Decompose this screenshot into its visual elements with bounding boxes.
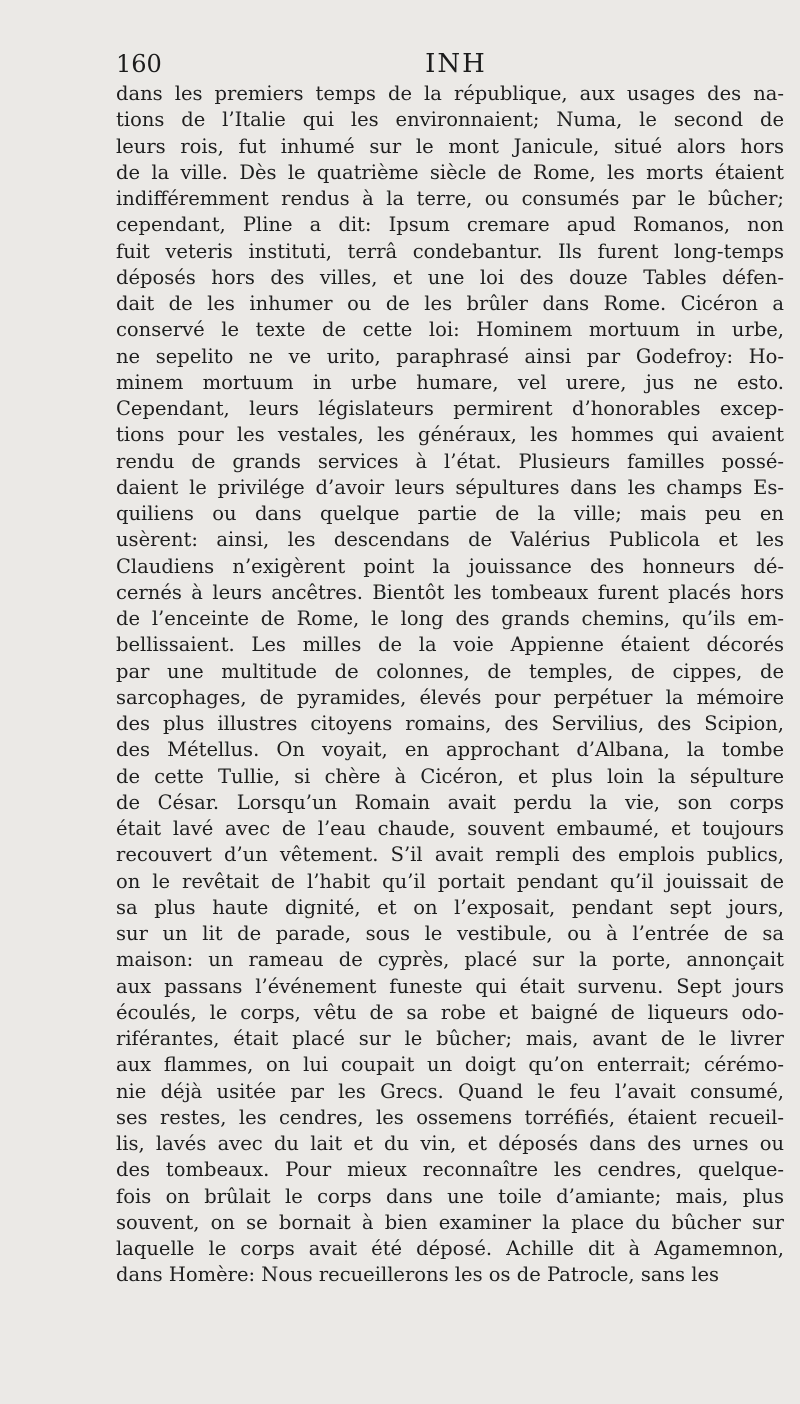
text-line: de l’enceinte de Rome, le long des grands chemins, qu’ils em-	[116, 607, 784, 630]
text-line: recouvert d’un vêtement. S’il avait rempli des emplois publics,	[116, 843, 784, 867]
text-line	[116, 317, 784, 343]
text-line: écoulés, le corps, vêtu de sa robe et baigné de liqueurs odo-	[116, 1000, 784, 1024]
text-line: sarcophages, de pyramides, élevés pour perpétuer la mémoire	[116, 685, 784, 709]
running-head: INH	[425, 49, 487, 79]
text-line: quiliens ou dans quelque partie de la ville; mais peu en	[116, 502, 784, 525]
latin-quote: Ho-	[748, 344, 784, 368]
text-line: Cependant, leurs législateurs permirent d’honorables excep-	[116, 397, 784, 420]
text-line: maison: un rameau de cyprès, placé sur la porte, annonçait	[116, 948, 784, 972]
body-text	[116, 81, 784, 1289]
text-line: dans Homère: Nous recueillerons les os de Patrocle, sans les	[116, 1263, 719, 1287]
text-line: indifféremment rendus à la terre, ou consumés par le bûcher;	[116, 187, 784, 210]
text-line: tions pour les vestales, les généraux, les hommes qui avaient	[116, 423, 784, 447]
text-line: usèrent: ainsi, les descendans de Valérius Publicola et les	[116, 528, 784, 552]
latin-quote: ne sepelito ne ve urito	[116, 344, 375, 368]
text-line: cernés à leurs ancêtres. Bientôt les tombeaux furent placés hors	[116, 580, 784, 604]
text-line: aux flammes, on lui coupait un doigt qu’on enterrait; cérémo-	[116, 1053, 784, 1077]
text-line: leurs rois, fut inhumé sur le mont Janicule, situé alors hors	[116, 134, 784, 158]
text-line: Claudiens n’exigèrent point la jouissance des honneurs dé-	[116, 554, 784, 578]
text-line: des tombeaux. Pour mieux reconnaître les cendres, quelque-	[116, 1158, 784, 1182]
text-line: on le revêtait de l’habit qu’il portait pendant qu’il jouissait de	[116, 869, 784, 893]
text-line	[116, 212, 784, 238]
text-line: était lavé avec de l’eau chaude, souvent embaumé, et toujours	[116, 817, 784, 840]
text-line: des Métellus. On voyait, en approchant d’Albana, la tombe	[116, 738, 784, 762]
text-line: laquelle le corps avait été déposé. Achille dit à Agamemnon,	[116, 1237, 784, 1260]
text-run: conservé le texte de cette loi:	[116, 318, 477, 342]
text-line: souvent, on se bornait à bien examiner la place du bûcher sur	[116, 1210, 784, 1234]
text-line: lis, lavés avec du lait et du vin, et déposés dans des urnes ou	[116, 1132, 784, 1155]
text-line: rendu de grands services à l’état. Plusieurs familles possé-	[116, 449, 784, 473]
text-line: des plus illustres citoyens romains, des Servilius, des Scipion,	[116, 712, 784, 735]
text-line: de César. Lorsqu’un Romain avait perdu la vie, son corps	[116, 790, 784, 814]
text-line: de la ville. Dès le quatrième siècle de Rome, les morts étaient	[116, 160, 784, 184]
text-line: daient le privilége d’avoir leurs sépultures dans les champs Es-	[116, 475, 784, 499]
text-line: bellissaient. Les milles de la voie Appienne étaient décorés	[116, 633, 784, 657]
text-line: dait de les inhumer ou de les brûler dans Rome. Cicéron a	[116, 292, 784, 315]
text-line: nie déjà usitée par les Grecs. Quand le feu l’avait consumé,	[116, 1079, 784, 1103]
text-run: , paraphrasé ainsi par Godefroy:	[374, 344, 749, 368]
text-line: par une multitude de colonnes, de temples, de cippes, de	[116, 659, 784, 683]
text-line: aux passans l’événement funeste qui était survenu. Sept jours	[116, 974, 784, 998]
latin-quote: Ipsum cremare apud Romanos, non	[388, 213, 784, 237]
page-header	[116, 46, 786, 82]
text-line: ses restes, les cendres, les ossemens torréfiés, étaient recueil-	[116, 1105, 784, 1129]
latin-quote: Hominem mortuum in urbe,	[476, 318, 784, 342]
text-line	[116, 239, 784, 265]
text-line: tions de l’Italie qui les environnaient; Numa, le second de	[116, 108, 784, 132]
text-run: Ils furent long-temps	[542, 239, 784, 263]
text-line: fois on brûlait le corps dans une toile d’amiante; mais, plus	[116, 1184, 784, 1208]
text-line: déposés hors des villes, et une loi des douze Tables défen-	[116, 265, 784, 289]
latin-quote: minem mortuum in urbe humare, vel urere, jus ne esto.	[116, 370, 784, 394]
text-line: sur un lit de parade, sous le vestibule, ou à l’entrée de sa	[116, 922, 784, 945]
text-line	[116, 370, 784, 396]
text-line: dans les premiers temps de la république, aux usages des na-	[116, 82, 784, 105]
text-line	[116, 344, 784, 370]
text-line: riférantes, était placé sur le bûcher; mais, avant de le livrer	[116, 1027, 784, 1050]
page-number: 160	[116, 50, 162, 78]
text-line: de cette Tullie, si chère à Cicéron, et plus loin la sépulture	[116, 764, 784, 788]
latin-quote: fuit veteris instituti, terrâ condebantur.	[116, 239, 543, 263]
text-run: cependant, Pline a dit:	[116, 213, 389, 237]
text-line: sa plus haute dignité, et on l’exposait, pendant sept jours,	[116, 895, 784, 919]
